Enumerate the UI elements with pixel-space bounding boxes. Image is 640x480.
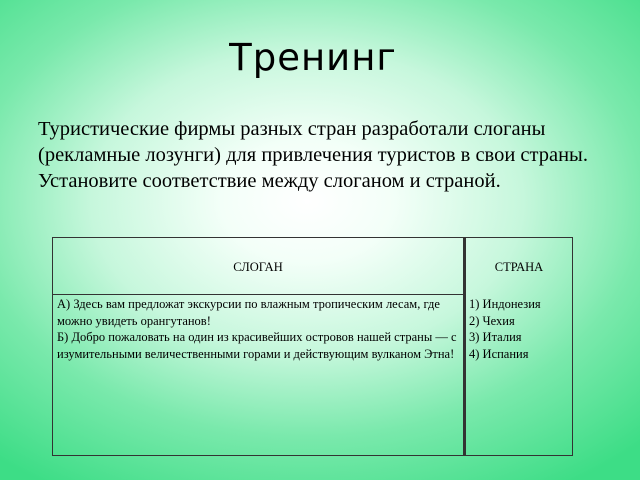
task-description: Туристические фирмы разных стран разработали слоганы (рекламные лозунги) для привлечения туристов в свои страны. Установите соответствие между слоганом и страной. (38, 118, 588, 192)
country-item-4: 4) Испания (469, 346, 529, 361)
header-slogan: СЛОГАН (233, 260, 283, 274)
slogan-item-a: А) Здесь вам предложат экскурсии по влажным тропическим лесам, где можно увидеть орангутанов! (57, 297, 440, 328)
header-divider (53, 294, 463, 295)
slide-title: Тренинг (229, 36, 397, 79)
slogan-item-b: Б) Добро пожаловать на один из красивейших островов нашей страны — с изумительными величественными горами и действующим вулканом Этна! (57, 330, 457, 361)
slogan-list (57, 296, 459, 362)
country-item-1: 1) Индонезия (469, 297, 541, 311)
country-item-3: 3) Италия (469, 330, 522, 344)
country-item-2: 2) Чехия (469, 313, 515, 328)
country-list (469, 296, 571, 362)
matching-table (52, 237, 573, 456)
header-country: СТРАНА (494, 260, 544, 274)
